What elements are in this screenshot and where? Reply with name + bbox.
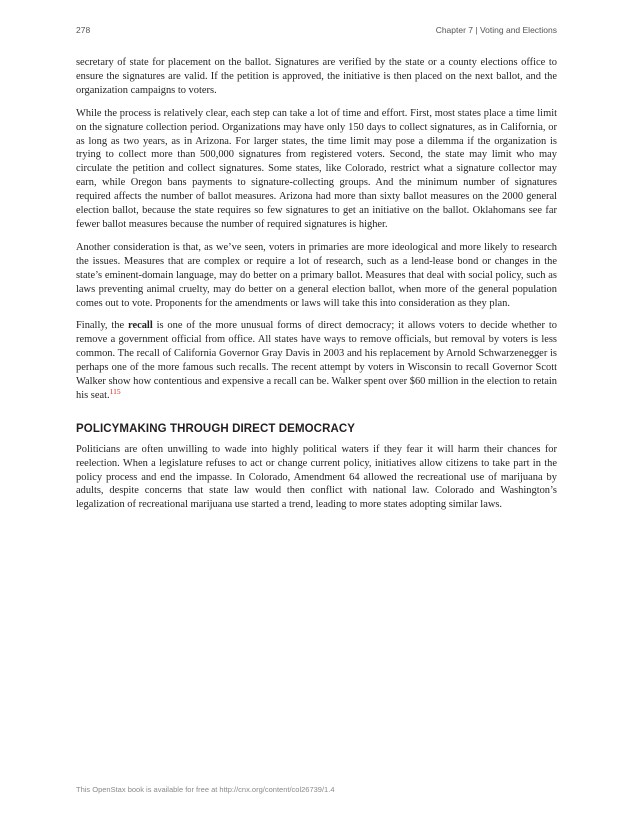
body-paragraph-3: Another consideration is that, as we’ve seen, voters in primaries are more ideological and more likely to research the issues. Measures that are complex or require a lot of research, such as a lend-lease bond or changes in the state’s eminent-domain language, may do better on a primary ballot. Measures that deal with social policy, such as laws preventing animal cruelty, may do better on a general election ballot, when more of the general population comes out to vote. Proponents for the amendments or laws will take this into consideration as they plan. [76,241,557,309]
section-heading: POLICYMAKING THROUGH DIRECT DEMOCRACY [76,422,356,435]
running-head [436,25,557,35]
chapter-label: Chapter 7 [435,25,474,35]
header-separator: | [473,25,480,35]
page-content [76,56,557,521]
chapter-title: Voting and Elections [479,25,557,35]
page-header [76,25,557,39]
body-paragraph-1: secretary of state for placement on the ballot. Signatures are verified by the state or a county elections office to ensure the signatures are valid. If the petition is approved, the initiative is then placed on the next ballot, and the organization campaigns to voters. [76,57,557,96]
body-paragraph-4 [76,319,557,402]
footnote-link-115[interactable]: 115 [109,386,121,396]
body-paragraph-2: While the process is relatively clear, each step can take a lot of time and effort. First, most states place a time limit on the signature collection period. Organizations may have only 150 days to collect signatures, as in California, or as long as two years, as in Arizona. For larger states, the time limit may pose a dilemma if the organization is trying to collect more than 500,000 signatures from registered voters. Second, the state may limit who may circulate the petition and collect signatures. Some states, like Colorado, restrict what a signature collector may earn, while Oregon bans payments to signature-collecting groups. And the minimum number of signatures required affects the number of ballot measures. Arizona had more than sixty ballot measures on the 2000 general election ballot, because the state requires so few signatures to get an initiative on the ballot. Oklahomans see far fewer ballot measures because the number of required signatures is higher. [76,107,557,230]
section-paragraph: Politicians are often unwilling to wade into highly political waters if they fear it will harm their chances for reelection. When a legislature refuses to act or change current policy, initiatives allow citizens to take part in the policy process and end the impasse. In Colorado, Amendment 64 allowed the recreational use of marijuana by adults, despite concerns that state law would then conflict with national law. Colorado and Washington’s legalization of recreational marijuana use started a trend, leading to more states adopting similar laws. [76,443,557,511]
recall-text-before: Finally, the [76,320,128,332]
key-term-recall: recall [128,320,153,332]
recall-text-after: is one of the more unusual forms of direct democracy; it allows voters to decide whether to remove a government official from office. All states have ways to remove officials, but removal by voters is less common. The recall of California Governor Gray Davis in 2003 and his replacement by Arnold Schwarzenegger is perhaps one of the more famous such recalls. The recent attempt by voters in Wisconsin to recall Governor Scott Walker show how contentious and expensive a recall can be. Walker spent over $60 million in the election to retain his seat. [76,320,557,401]
page-footer: This OpenStax book is available for free at http://cnx.org/content/col26739/1.4 [76,785,335,794]
page-number: 278 [76,25,91,35]
